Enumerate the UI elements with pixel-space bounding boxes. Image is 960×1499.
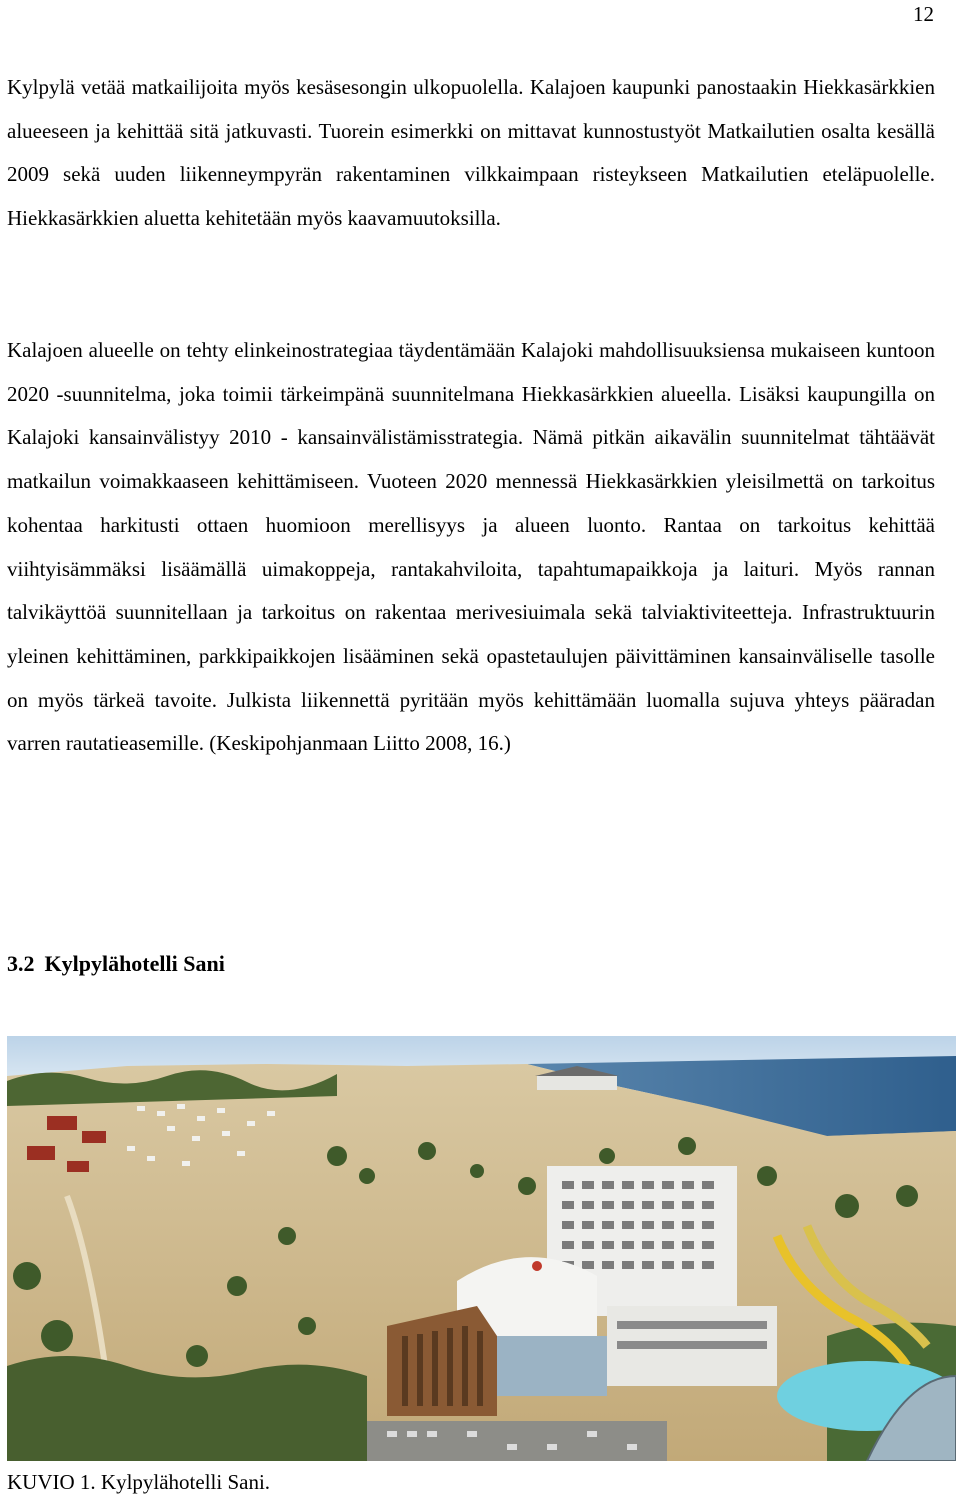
parking-lot — [367, 1421, 667, 1461]
section-number: 3.2 — [7, 951, 35, 976]
figure-caption: KUVIO 1. Kylpylähotelli Sani. — [7, 1470, 271, 1494]
page-number: 12 — [913, 2, 934, 26]
hotel-photo — [7, 1036, 956, 1461]
section-heading — [7, 950, 225, 978]
hotel-photo-illustration — [7, 1036, 956, 1461]
body-paragraph-2: Kalajoen alueelle on tehty elinkeinostrategiaa täydentämään Kalajoki mahdollisuuksiensa mukaiseen kuntoon 2020 -suunnitelma, joka toimii tärkeimpänä suunnitelmana Hiekkasärkkien alueella. Lisäksi kaupungilla on Kalajoki kansainvälistyy 2010 - kansainvälistämisstrategia. Nämä pitkän aikavälin suunnitelmat tähtäävät matkailun voimakkaaseen kehittämiseen. Vuoteen 2020 mennessä Hiekkasärkkien yleisilmettä on tarkoitus kohentaa harkitusti ottaen huomioon merellisyys ja alueen luonto. Rantaa on tarkoitus kehittää viihtyisämmäksi lisäämällä uimakoppeja, rantakahviloita, tapahtumapaikkoja ja laituri. Myös rannan talvikäyttöä suunnitellaan ja tarkoitus on rakentaa merivesiuimala sekä talviaktiviteetteja. Infrastruktuurin yleinen kehittäminen, parkkipaikkojen lisääminen sekä opastetaulujen päivittäminen kansainväliselle tasolle on myös tärkeä tavoite. Julkista liikennettä pyritään myös kehittämään luomalla sujuva yhteys pääradan varren rautatieasemille. (Keskipohjanmaan Liitto 2008, 16.) — [7, 338, 935, 756]
body-paragraph-1: Kylpylä vetää matkailijoita myös kesäsesongin ulkopuolella. Kalajoen kaupunki panostaakin Hiekkasärkkien alueeseen ja kehittää sitä jatkuvasti. Tuorein esimerkki on mittavat kunnostustyöt Matkailutien osalta kesällä 2009 sekä uuden liikenneympyrän rakentaminen vilkkaimpaan risteykseen Matkailutien eteläpuolelle. Hiekkasärkkien aluetta kehitetään myös kaavamuutoksilla. — [7, 75, 935, 231]
section-title: Kylpylähotelli Sani — [44, 951, 225, 976]
